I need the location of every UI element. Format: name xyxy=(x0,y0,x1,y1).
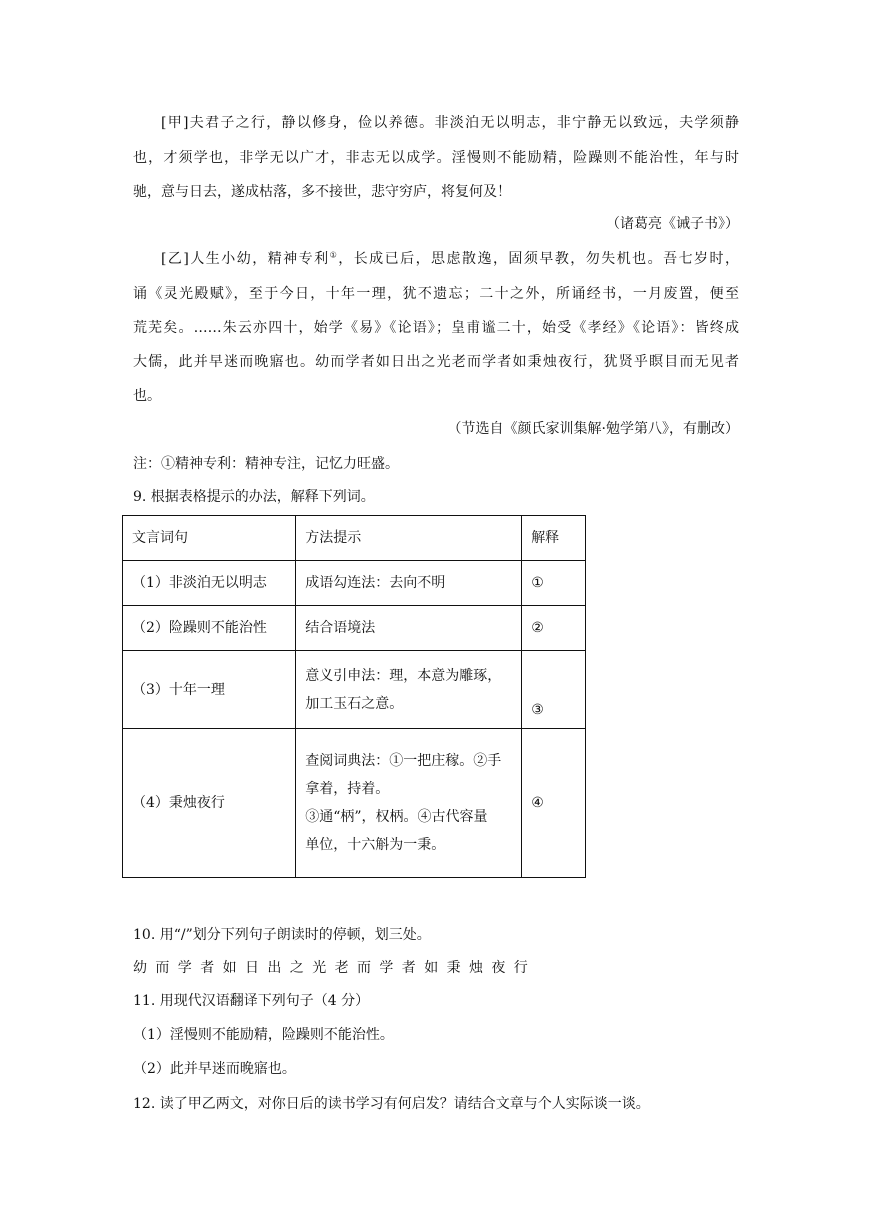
row-phrase: （2）险躁则不能治性 xyxy=(123,606,296,651)
passage-jia-line-2: 也，才须学也，非学无以广才，非志无以成学。淫慢则不能励精，险躁则不能治性，年与时 xyxy=(133,150,739,166)
passage-jia-line-3: 驰，意与日去，遂成枯落，多不接世，悲守穷庐，将复何及！ xyxy=(133,184,511,200)
row-hint-line: ③通“柄”，权柄。④古代容量 xyxy=(305,809,488,825)
q10-prompt: 10. 用“/”划分下列句子朗读时的停顿，划三处。 xyxy=(133,927,431,943)
row-hint-line: 意义引申法：理，本意为雕琢， xyxy=(305,667,502,684)
row-answer: ② xyxy=(522,606,586,651)
row-phrase: （4）秉烛夜行 xyxy=(123,729,296,878)
header-explanation: 解释 xyxy=(522,516,586,561)
row-hint-line: 拿着，持着。 xyxy=(305,781,390,797)
table-row xyxy=(123,729,586,878)
header-phrase: 文言词句 xyxy=(123,516,296,561)
header-method: 方法提示 xyxy=(296,516,522,561)
row-phrase: （1）非淡泊无以明志 xyxy=(123,561,296,606)
q10-sentence: 幼而学者如日出之光老而学者如秉烛夜行 xyxy=(133,960,537,976)
q11-item-1: （1）淫慢则不能励精，险躁则不能治性。 xyxy=(133,1027,394,1043)
row-hint-line: 加工玉石之意。 xyxy=(305,695,404,712)
table-row xyxy=(123,651,586,729)
footnote-marker: ① xyxy=(329,250,339,260)
row-answer: ④ xyxy=(522,729,586,878)
passage-yi-line-4: 大儒，此并早迷而晚寤也。幼而学者如日出之光老而学者如秉烛夜行，犹贤乎瞑目而无见者 xyxy=(133,354,739,370)
row-hint xyxy=(296,651,522,729)
row-phrase: （3）十年一理 xyxy=(123,651,296,729)
table-row xyxy=(123,561,586,606)
row-hint-line: 单位，十六斛为一秉。 xyxy=(305,837,446,853)
passage-yi-line-2: 诵《灵光殿赋》，至于今日，十年一理，犹不遗忘；二十之外，所诵经书，一月废置，便至 xyxy=(133,286,739,302)
q9-prompt: 9. 根据表格提示的办法，解释下列词。 xyxy=(133,489,375,505)
row-hint: 结合语境法 xyxy=(296,606,522,651)
passage-yi-line-1-after: ，长成已后，思虑散逸，固须早教，勿失机也。吾七岁时， xyxy=(338,251,740,267)
footnote: 注：①精神专利：精神专注，记忆力旺盛。 xyxy=(133,456,399,472)
row-answer: ① xyxy=(522,561,586,606)
q11-item-2: （2）此并早迷而晚寤也。 xyxy=(133,1061,296,1077)
row-answer: ③ xyxy=(522,651,586,729)
q11-prompt: 11. 用现代汉语翻译下列句子（4 分） xyxy=(133,993,370,1009)
passage-yi-line-1-before: [乙]人生小幼，精神专利 xyxy=(161,251,330,267)
passage-yi-line-5: 也。 xyxy=(133,388,161,404)
passage-yi-line-3: 荒芜矣。……朱云亦四十，始学《易》《论语》；皇甫谧二十，始受《孝经》《论语》：皆终成 xyxy=(133,320,739,336)
passage-yi-source: （节选自《颜氏家训集解·勉学第八》，有删改） xyxy=(447,421,739,437)
passage-yi-line-1 xyxy=(161,249,739,269)
table-header-row xyxy=(123,516,586,561)
q12-prompt: 12. 读了甲乙两文，对你日后的读书学习有何启发？请结合文章与个人实际谈一谈。 xyxy=(133,1096,650,1112)
row-hint xyxy=(296,729,522,878)
passage-jia-source: （诸葛亮《诫子书》） xyxy=(606,216,739,232)
table-row xyxy=(123,606,586,651)
row-hint-line: 查阅词典法：①一把庄稼。②手 xyxy=(305,753,502,769)
vocab-table xyxy=(122,515,586,878)
passage-jia-line-1: [甲]夫君子之行，静以修身，俭以养德。非淡泊无以明志，非宁静无以致远，夫学须静 xyxy=(161,115,739,131)
row-hint: 成语勾连法：去向不明 xyxy=(296,561,522,606)
